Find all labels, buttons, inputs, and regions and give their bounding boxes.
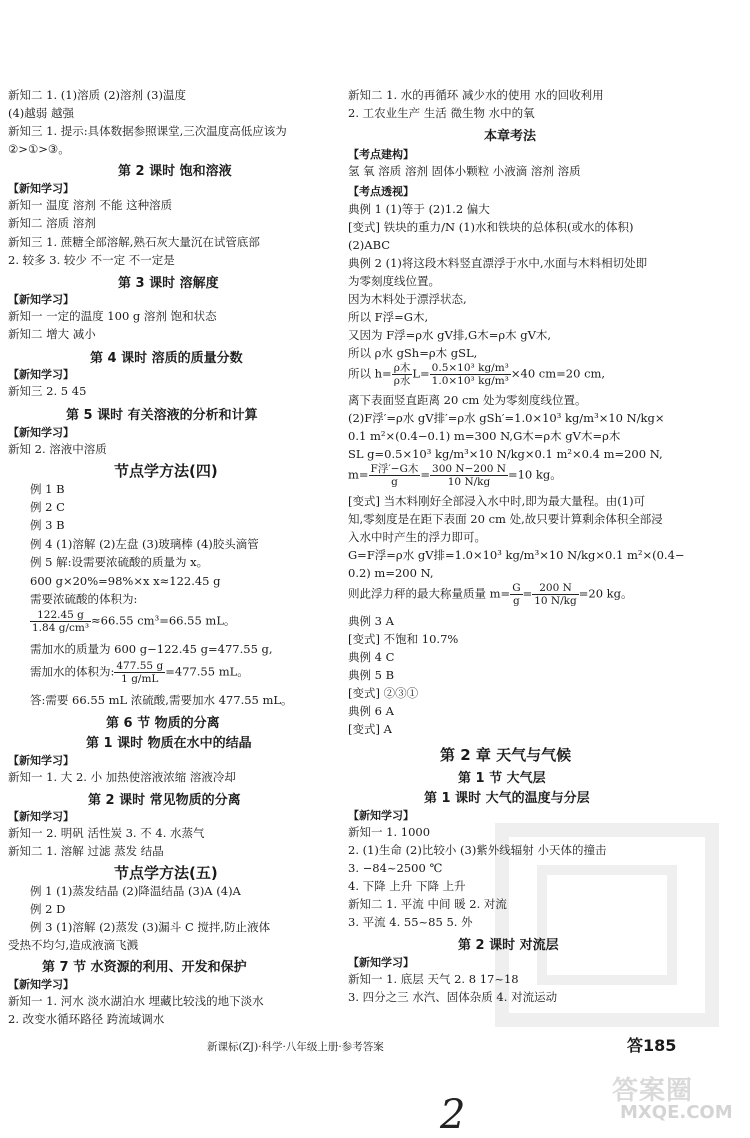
text-fragment: 需加水的体积为: xyxy=(30,664,115,679)
text-line: 2. (1)生命 (2)比较小 (3)紫外线辐射 小天体的撞击 xyxy=(348,843,607,857)
fraction-denominator: 1.0×10³ kg/m³ xyxy=(431,375,509,387)
text-line: [变式] 不饱和 10.7% xyxy=(348,632,459,646)
text-line: 所以 F浮=G木, xyxy=(348,310,429,324)
text-line: 例 5 解:设需要浓硫酸的质量为 x。 xyxy=(30,555,209,569)
text-fragment: = xyxy=(522,586,533,601)
text-line: 氢 氧 溶质 溶剂 固体小颗粒 小液滴 溶剂 溶质 xyxy=(348,164,581,178)
text-line: 新知二 增大 减小 xyxy=(8,327,96,341)
text-fragment: 所以 h= xyxy=(348,366,392,381)
section-heading: 节点学方法(五) xyxy=(114,864,218,882)
text-line: [变式] 铁块的重力/N (1)水和铁块的总体积(或水的体积) xyxy=(348,220,634,234)
fraction xyxy=(430,463,508,488)
text-line: 新知二 1. 水的再循环 减少水的使用 水的回收利用 xyxy=(348,88,604,102)
text-line: 新知三 2. 5 45 xyxy=(8,384,87,398)
text-line: 例 3 (1)溶解 (2)蒸发 (3)漏斗 C 搅拌,防止液体 xyxy=(30,920,271,934)
fraction-denominator: ρ水 xyxy=(393,375,411,387)
text-line: 离下表面竖直距离 20 cm 处为零刻度线位置。 xyxy=(348,393,587,407)
fraction-denominator: g xyxy=(391,476,398,488)
section-heading: 第 1 节 大气层 xyxy=(458,771,546,786)
text-line: 需加水的质量为 600 g−122.45 g=477.55 g, xyxy=(30,642,273,656)
text-line: 新知二 溶质 溶剂 xyxy=(8,216,96,230)
fraction-line xyxy=(30,660,249,685)
fraction xyxy=(392,362,413,387)
text-fragment: L= xyxy=(412,366,430,381)
sub-heading: 【新知学习】 xyxy=(348,809,414,822)
text-line: 0.2) m=200 N, xyxy=(348,566,434,580)
text-line: 新知二 1. 平流 中间 暖 2. 对流 xyxy=(348,897,507,911)
text-line: 典例 4 C xyxy=(348,650,395,664)
text-line: 需要浓硫酸的体积为: xyxy=(30,592,138,606)
text-line: 3. 平流 4. 55~85 5. 外 xyxy=(348,915,473,929)
fraction-line xyxy=(348,362,605,387)
handwritten-mark: 2 xyxy=(440,1092,466,1138)
section-heading: 第 3 课时 溶解度 xyxy=(118,276,219,291)
text-line: 新知三 1. 提示:具体数据参照课堂,三次温度高低应该为 xyxy=(8,124,287,138)
fraction xyxy=(114,660,165,685)
text-line: 3. 四分之三 水汽、固体杂质 4. 对流运动 xyxy=(348,990,558,1004)
sub-heading: 【考点透视】 xyxy=(348,185,414,198)
section-heading: 第 4 课时 溶质的质量分数 xyxy=(90,351,243,366)
text-line: 例 3 B xyxy=(30,518,65,532)
text-line: 典例 1 (1)等于 (2)1.2 偏大 xyxy=(348,202,490,216)
text-line: 新知一 一定的温度 100 g 溶剂 饱和状态 xyxy=(8,309,217,323)
text-line: 新知一 2. 明矾 活性炭 3. 不 4. 水蒸气 xyxy=(8,826,205,840)
page-number: 答185 xyxy=(627,1036,677,1055)
text-line: 新知一 1. 大 2. 小 加热使溶液浓缩 溶液冷却 xyxy=(8,770,236,784)
text-line: 典例 5 B xyxy=(348,668,395,682)
section-heading: 第 1 课时 大气的温度与分层 xyxy=(424,791,590,806)
text-line: 新知二 1. 溶解 过滤 蒸发 结晶 xyxy=(8,844,164,858)
text-fragment: 则此浮力秤的最大称量质量 m= xyxy=(348,586,511,601)
sub-heading: 【新知学习】 xyxy=(8,810,74,823)
fraction-numerator: 477.55 g xyxy=(116,660,164,672)
section-heading: 第 5 课时 有关溶液的分析和计算 xyxy=(66,408,258,423)
text-line: (4)越弱 越强 xyxy=(8,106,74,120)
text-line: (2)ABC xyxy=(348,238,391,252)
text-line: 3. −84~2500 ℃ xyxy=(348,861,443,875)
text-line: 所以 ρ水 gSh=ρ木 gSL, xyxy=(348,346,478,360)
section-heading: 第 1 课时 物质在水中的结晶 xyxy=(86,736,252,751)
sub-heading: 【新知学习】 xyxy=(348,956,414,969)
text-line: 2. 较多 3. 较少 不一定 不一定是 xyxy=(8,253,175,267)
text-fragment: ×40 cm=20 cm, xyxy=(510,366,606,381)
watermark-url: MXQE.COM xyxy=(620,1102,733,1123)
fraction-denominator: g xyxy=(513,595,520,607)
text-fragment: =10 kg。 xyxy=(507,467,562,482)
text-line: 2. 工农业生产 生活 微生物 水中的氧 xyxy=(348,106,535,120)
fraction xyxy=(369,463,421,488)
section-heading: 节点学方法(四) xyxy=(114,462,218,480)
section-heading: 本章考法 xyxy=(484,129,537,144)
fraction-numerator: 300 N−200 N xyxy=(432,463,506,475)
sub-heading: 【新知学习】 xyxy=(8,978,74,991)
section-heading: 第 2 课时 饱和溶液 xyxy=(118,164,232,179)
text-line: (2)F浮′=ρ水 gV排′=ρ水 gSh′=1.0×10³ kg/m³×10 N/kg× xyxy=(348,411,665,425)
text-line: 因为木料处于漂浮状态, xyxy=(348,292,467,306)
text-line: 新知三 1. 蔗糖全部溶解,熟石灰大量沉在试管底部 xyxy=(8,235,260,249)
sub-heading: 【考点建构】 xyxy=(348,148,414,161)
chapter-heading: 第 2 章 天气与气候 xyxy=(440,746,572,764)
text-line: 例 1 (1)蒸发结晶 (2)降温结晶 (3)A (4)A xyxy=(30,884,241,898)
fraction-numerator: 122.45 g xyxy=(30,609,91,622)
section-heading: 第 2 课时 常见物质的分离 xyxy=(88,793,241,808)
text-line: 0.1 m²×(0.4−0.1) m=300 N,G木=ρ木 gV木=ρ木 xyxy=(348,429,621,443)
fraction-line xyxy=(30,609,235,634)
text-line: 典例 3 A xyxy=(348,614,394,628)
fraction-line xyxy=(348,463,562,488)
text-line: 例 1 B xyxy=(30,482,65,496)
text-line: SL g=0.5×10³ kg/m³×10 N/kg×0.1 m²×0.4 m=200 N, xyxy=(348,447,663,461)
text-fragment: = xyxy=(420,467,431,482)
fraction-numerator: F浮′−G木 xyxy=(370,463,419,475)
sub-heading: 【新知学习】 xyxy=(8,293,74,306)
text-line: 又因为 F浮=ρ水 gV排,G木=ρ木 gV木, xyxy=(348,328,552,342)
text-line: 4. 下降 上升 下降 上升 xyxy=(348,879,466,893)
text-line: 答:需要 66.55 mL 浓硫酸,需要加水 477.55 mL。 xyxy=(30,693,293,707)
text-line: 为零刻度线位置。 xyxy=(348,274,440,288)
sub-heading: 【新知学习】 xyxy=(8,182,74,195)
text-line: 知,零刻度是在距下表面 20 cm 处,故只要计算剩余体积全部浸 xyxy=(348,512,663,526)
text-fragment: m= xyxy=(348,467,369,482)
text-line: 新知 2. 溶液中溶质 xyxy=(8,442,107,456)
fraction-denominator: 1.84 g/cm³ xyxy=(32,622,90,634)
text-line: [变式] 当木料刚好全部浸入水中时,即为最大量程。由(1)可 xyxy=(348,494,646,508)
fraction-numerator: 200 N xyxy=(532,582,579,595)
fraction xyxy=(30,609,91,634)
text-line: 新知一 1. 底层 天气 2. 8 17~18 xyxy=(348,972,519,986)
text-line: 典例 2 (1)将这段木料竖直漂浮于水中,水面与木料相切处即 xyxy=(348,256,648,270)
text-line: ②>①>③。 xyxy=(8,142,70,156)
fraction-numerator: G xyxy=(512,582,521,594)
section-heading: 第 6 节 物质的分离 xyxy=(106,716,220,731)
fraction-denominator: 10 N/kg xyxy=(534,595,577,607)
sub-heading: 【新知学习】 xyxy=(8,426,74,439)
section-heading: 第 7 节 水资源的利用、开发和保护 xyxy=(42,960,247,975)
watermark-logo: 答案圈 xyxy=(612,1076,694,1106)
fraction-numerator: 0.5×10³ kg/m³ xyxy=(431,362,509,374)
text-fragment: ≈66.55 cm³=66.55 mL。 xyxy=(91,613,236,628)
fraction xyxy=(510,582,522,607)
text-line: 新知一 温度 溶剂 不能 这种溶质 xyxy=(8,198,173,212)
text-line: [变式] A xyxy=(348,722,392,736)
text-line: [变式] ②③① xyxy=(348,686,419,700)
text-line: 新知二 1. (1)溶质 (2)溶剂 (3)温度 xyxy=(8,88,186,102)
text-line: 典例 6 A xyxy=(348,704,394,718)
sub-heading: 【新知学习】 xyxy=(8,368,74,381)
section-heading: 第 2 课时 对流层 xyxy=(458,938,559,953)
sub-heading: 【新知学习】 xyxy=(8,754,74,767)
text-line: 新知一 1. 1000 xyxy=(348,825,431,839)
text-line: 例 4 (1)溶解 (2)左盘 (3)玻璃棒 (4)胶头滴管 xyxy=(30,537,259,551)
text-line: 入水中时产生的浮力即可。 xyxy=(348,530,486,544)
text-line: 新知一 1. 河水 淡水湖泊水 埋藏比较浅的地下淡水 xyxy=(8,994,264,1008)
text-line: 600 g×20%=98%×x x≈122.45 g xyxy=(30,574,221,588)
fraction xyxy=(430,362,511,387)
fraction-line xyxy=(348,582,633,607)
fraction-denominator: 10 N/kg xyxy=(447,476,491,488)
text-line: 2. 改变水循环路径 跨流域调水 xyxy=(8,1012,165,1026)
text-line: 受热不均匀,造成液滴飞溅 xyxy=(8,938,139,952)
text-line: 例 2 C xyxy=(30,500,65,514)
text-line: 例 2 D xyxy=(30,902,66,916)
fraction-denominator: 1 g/mL xyxy=(121,673,159,685)
text-line: G=F浮=ρ水 gV排=1.0×10³ kg/m³×10 N/kg×0.1 m²×(0.4− xyxy=(348,548,685,562)
fraction xyxy=(532,582,579,607)
fraction-numerator: ρ木 xyxy=(393,362,411,374)
page-footer: 新课标(ZJ)·科学·八年级上册·参考答案 xyxy=(207,1041,384,1053)
text-fragment: =20 kg。 xyxy=(578,586,633,601)
text-fragment: =477.55 mL。 xyxy=(165,664,249,679)
